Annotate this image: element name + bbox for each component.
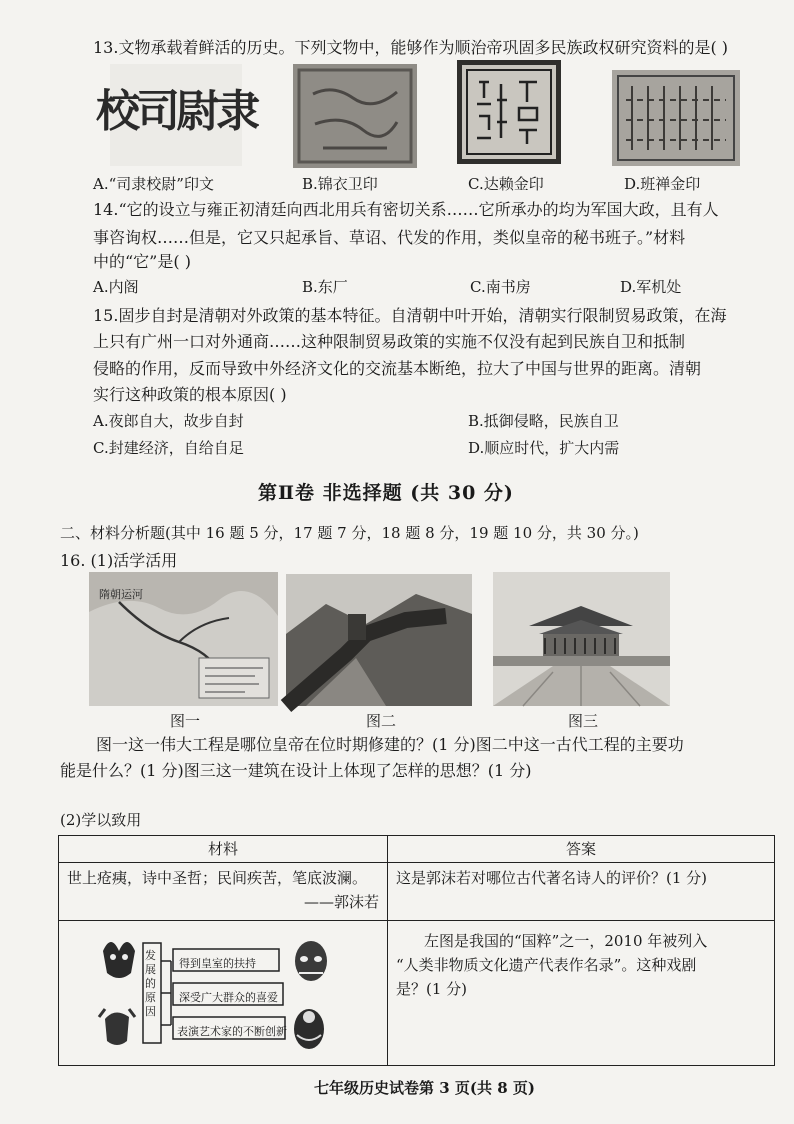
q16-question-line-2: 能是什么？(1 分)图三这一建筑在设计上体现了怎样的思想？(1 分) — [60, 761, 532, 780]
table-row1-answer: 这是郭沫若对哪位古代著名诗人的评价？(1 分) — [388, 863, 775, 921]
q13-option-d: D.班禅金印 — [624, 175, 701, 193]
q13-stem: 13.文物承载着鲜活的历史。下列文物中，能够作为顺治帝巩固多民族政权研究资料的是( ) — [93, 38, 729, 57]
row1-attribution: ——郭沫若 — [303, 893, 379, 911]
q16-question-line-1: 图一这一伟大工程是哪位皇帝在位时期修建的？(1 分)图二中这一古代工程的主要功 — [96, 735, 684, 754]
figure-3-caption: 图三 — [568, 712, 599, 730]
q13-option-b: B.锦衣卫印 — [302, 175, 378, 193]
q14-option-b: B.东厂 — [302, 278, 348, 296]
map-title: 隋朝运河 — [99, 588, 143, 601]
grand-canal-map-image — [89, 572, 278, 706]
figure-2-caption: 图二 — [366, 712, 397, 730]
q15-option-b: B.抵御侵略，民族自卫 — [468, 412, 619, 430]
great-wall-image — [286, 574, 472, 706]
seal-dalai-image — [457, 60, 561, 164]
row2-answer-line-3: 是？(1 分) — [396, 980, 468, 998]
reason-box-3: 表演艺术家的不断创新 — [177, 1025, 287, 1038]
q15-line-3: 侵略的作用，反而导致中外经济文化的交流基本断绝，拉大了中国与世界的距离。清朝 — [93, 359, 702, 378]
seal-sili-xiaowei-image — [96, 64, 256, 166]
row1-material-text: 世上疮痍，诗中圣哲；民间疾苦，笔底波澜。 — [67, 869, 368, 887]
page-footer: 七年级历史试卷第 3 页(共 8 页) — [314, 1079, 535, 1097]
q14-option-d: D.军机处 — [620, 278, 682, 296]
q15-option-a: A.夜郎自大，故步自封 — [93, 412, 244, 430]
row2-answer-line-1: 左图是我国的“国粹”之一，2010 年被列入 — [424, 932, 708, 950]
q16-part2-label: (2)学以致用 — [60, 811, 142, 829]
q14-line-1: 14.“它的设立与雍正初清廷向西北用兵有密切关系……它所承办的均为军国大政，且有人 — [93, 200, 719, 219]
q15-option-d: D.顺应时代，扩大内需 — [468, 439, 620, 457]
opera-mask-icon — [295, 941, 327, 981]
reason-box-1: 得到皇室的扶持 — [179, 957, 256, 970]
table-row2-material — [59, 921, 388, 1066]
q14-option-a: A.内阁 — [93, 278, 139, 296]
row2-answer-line-2: “人类非物质文化遗产代表作名录”。这种戏剧 — [396, 956, 697, 974]
q15-line-4: 实行这种政策的根本原因( ) — [93, 385, 287, 404]
table-header-answer: 答案 — [388, 836, 775, 863]
q14-option-c: C.南书房 — [470, 278, 531, 296]
table-row2-answer — [388, 921, 775, 1066]
material-answer-table — [58, 835, 775, 1066]
q13-option-a: A.“司隶校尉”印文 — [93, 175, 214, 193]
table-header-material: 材料 — [59, 836, 388, 863]
development-reasons-label: 发展的原因 — [145, 949, 156, 1018]
seal-jinyiwei-image — [293, 64, 417, 168]
figure-1-caption: 图一 — [170, 712, 201, 730]
q15-line-1: 15.固步自封是清朝对外政策的基本特征。自清朝中叶开始，清朝实行限制贸易政策，在海 — [93, 306, 727, 325]
seal-a-text: 校司尉隶 — [96, 86, 256, 137]
q16-part1-label: 16. (1)活学活用 — [60, 551, 178, 570]
seal-banchan-image — [612, 70, 740, 166]
q13-option-c: C.达赖金印 — [468, 175, 544, 193]
table-row1-material — [59, 863, 388, 921]
section-2-subtitle: 二、材料分析题(其中 16 题 5 分，17 题 7 分，18 题 8 分，19 题 10 分，共 30 分。) — [60, 524, 639, 542]
opera-mask-icon — [99, 1009, 135, 1045]
forbidden-city-image — [493, 572, 670, 706]
q14-line-3: 中的“它”是( ) — [93, 252, 191, 271]
opera-mask-icon — [103, 942, 135, 978]
reason-box-2: 深受广大群众的喜爱 — [179, 991, 278, 1004]
q14-line-2: 事咨询权……但是，它又只起承旨、草诏、代发的作用，类似皇帝的秘书班子。”材料 — [93, 228, 686, 247]
q15-line-2: 上只有广州一口对外通商……这种限制贸易政策的实施不仅没有起到民族自卫和抵制 — [93, 332, 686, 351]
section-2-title: 第Ⅱ卷 非选择题 (共 30 分) — [258, 482, 514, 504]
q15-option-c: C.封建经济，自给自足 — [93, 439, 244, 457]
opera-mask-icon — [294, 1009, 324, 1049]
